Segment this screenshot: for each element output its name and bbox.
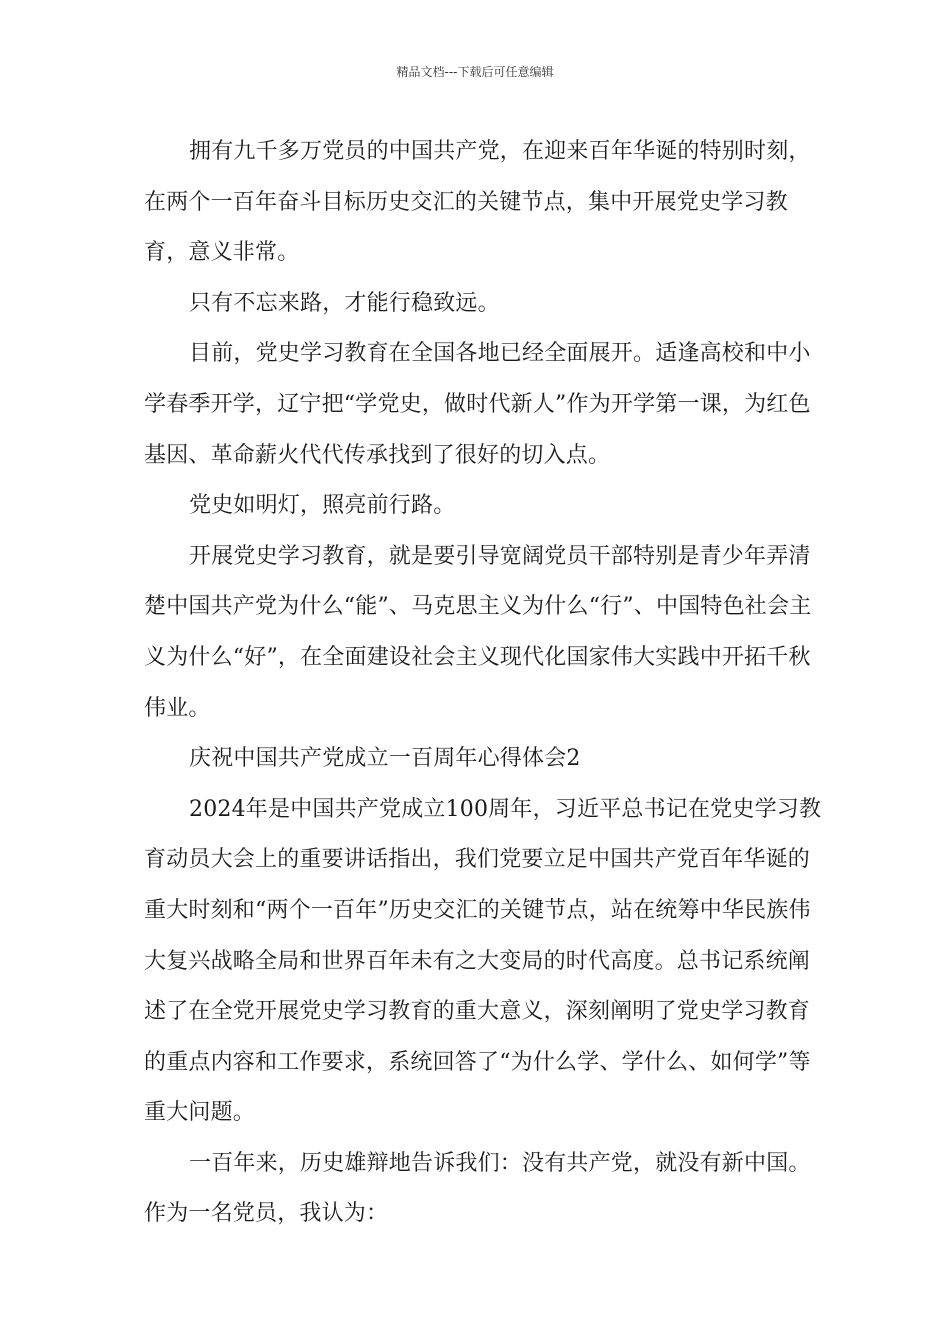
paragraph-2: 只有不忘来路，才能行稳致远。 [189,290,500,316]
paragraph-7: 一百年来，历史雄辩地告诉我们：没有共产党，就没有新中国。作为一名党员，我认为： [144,1150,811,1227]
document-body [144,127,824,1240]
paragraph-3: 目前，党史学习教育在全国各地已经全面展开。适逢高校和中小学春季开学，辽宁把“学党史，做时代新人”作为开学第一课，为红色基因、革命薪火代代传承找到了很好的切入点。 [144,341,811,468]
paragraph-6: 2024年是中国共产党成立100周年，习近平总书记在党史学习教育动员大会上的重要讲话指出，我们党要立足中国共产党百年华诞的重大时刻和“两个一百年”历史交汇的关键节点，站在统筹中华民族伟大复兴战略全局和世界百年未有之大变局的时代高度。总书记系统阐述了在全党开展党史学习教育的重大意义，深刻阐明了党史学习教育的重点内容和工作要求，系统回答了“为什么学、学什么、如何学”等重大问题。 [144,796,822,1126]
paragraph-4: 党史如明灯，照亮前行路。 [189,493,456,519]
section-heading: 庆祝中国共产党成立一百周年心得体会2 [189,746,581,772]
paragraph-5: 开展党史学习教育，就是要引导宽阔党员干部特别是青少年弄清楚中国共产党为什么“能”、马克思主义为什么“行”、中国特色社会主义为什么“好”，在全面建设社会主义现代化国家伟大实践中开拓千秋伟业。 [144,543,812,721]
paragraph-1: 拥有九千多万党员的中国共产党，在迎来百年华诞的特别时刻，在两个一百年奋斗目标历史交汇的关键节点，集中开展党史学习教育，意义非常。 [144,139,811,266]
page-header: 精品文档---下载后可任意编辑 [396,65,554,79]
